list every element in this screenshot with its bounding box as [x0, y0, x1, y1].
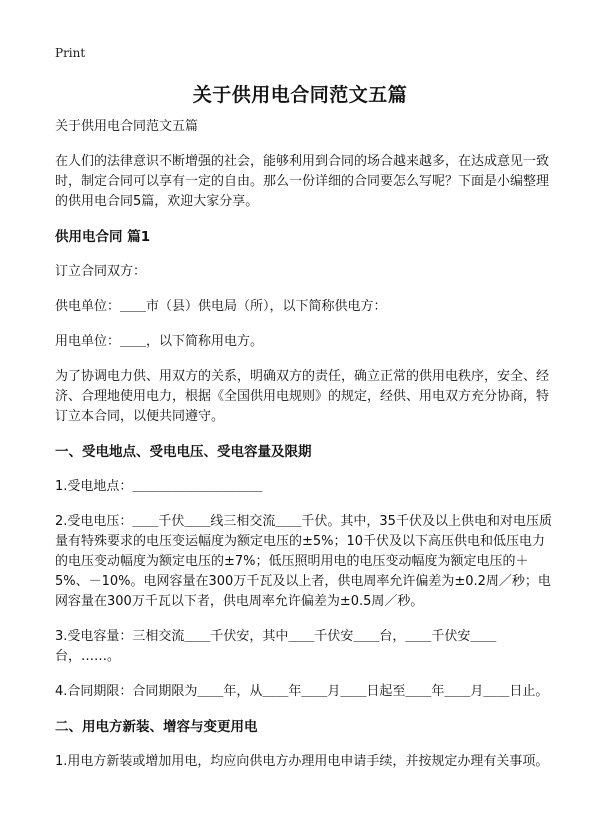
- intro-paragraph: 在人们的法律意识不断增强的社会，能够利用到合同的场合越来越多，在达成意见一致时，制定合同可以享有一定的自由。那么一份详细的合同要怎么写呢？下面是小编整理的供用电合同5篇，欢迎大家分享。: [55, 154, 550, 209]
- section-heading-1: 供用电合同 篇1: [55, 229, 151, 245]
- clause-new-installation: 1.用电方新装或增加用电，均应向供电方办理用电申请手续，并按规定办理有关事项。: [55, 754, 549, 769]
- clause-receiving-location: 1.受电地点：＿＿＿＿＿＿＿＿＿＿: [55, 479, 263, 494]
- purpose-paragraph: 为了协调电力供、用双方的关系，明确双方的责任，确立正常的供用电秩序，安全、经济、合理地使用电力，根据《全国供用电规则》的规定，经供、用电双方充分协商，特订立本合同，以便共同遵守。: [55, 369, 550, 424]
- clause-receiving-capacity: 3.受电容量：三相交流＿＿千伏安，其中＿＿千伏安＿＿台，＿＿千伏安＿＿台，……。: [55, 629, 497, 664]
- document-body: [55, 117, 552, 787]
- chapter-heading-1: 一、受电地点、受电电压、受电容量及限期: [55, 444, 312, 460]
- clause-contract-term: 4.合同期限：合同期限为＿＿年，从＿＿年＿＿月＿＿日起至＿＿年＿＿月＿＿日止。: [55, 684, 549, 699]
- print-link[interactable]: Print: [55, 46, 86, 60]
- document-subtitle: 关于供用电合同范文五篇: [55, 119, 199, 134]
- consumer-line: 用电单位：＿＿，以下简称用电方。: [55, 334, 264, 349]
- supplier-line: 供电单位：＿＿市（县）供电局（所），以下简称供电方：: [55, 299, 387, 314]
- clause-receiving-voltage: 2.受电电压：＿＿千伏＿＿线三相交流＿＿千伏。其中，35千伏及以上供电和对电压质量有特殊要求的电压变运幅度为额定电压的±5%；10千伏及以下高压供电和低压电力的电压变动幅度为额定电压的±7%；低压照明用电的电压变动幅度为额定电压的＋5%、－10%。电网容量在300万千瓦及以上者，供电周率允许偏差为±0.2周／秒；电网容量在300万千瓦以下者，供电周率允许偏差为±0.5周／秒。: [55, 514, 552, 609]
- document-title: 关于供用电合同范文五篇: [192, 84, 408, 106]
- chapter-heading-2: 二、用电方新装、增容与变更用电: [55, 719, 258, 735]
- parties-label: 订立合同双方：: [55, 264, 147, 279]
